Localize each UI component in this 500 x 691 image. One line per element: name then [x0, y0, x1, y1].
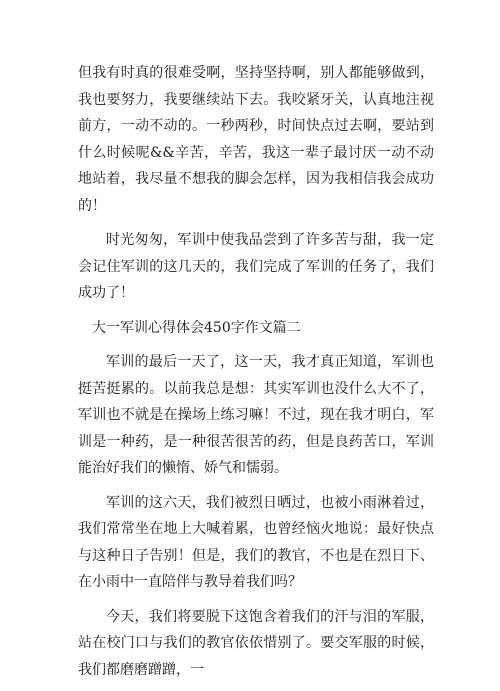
- paragraph-3: 军训的最后一天了，这一天，我才真正知道，军训也挺苦挺累的。以前我总是想：其实军训也没什么大不了，军训也不就是在操场上练习嘛！不过，现在我才明白，军训是一种药，是一种很苦很苦的药，但是良药苦口，军训能治好我们的懒惰、娇气和懦弱。: [78, 354, 434, 476]
- paragraph-2: 时光匆匆，军训中使我品尝到了许多苦与甜，我一定会记住军训的这几天的，我们完成了军训的任务了，我们成功了！: [78, 232, 434, 301]
- section-heading: 大一军训心得体会450字作文篇二: [92, 319, 301, 336]
- paragraph-1: 但我有时真的很难受啊，坚持坚持啊，别人都能够做到，我也要努力，我要继续站下去。我咬紧牙关，认真地注视前方，一动不动的。一秒两秒，时间快点过去啊，要站到什么时候呢&&辛苦，辛苦，我这一辈子最讨厌一动不动地站着，我尽量不想我的脚会怎样，因为我相信我会成功的！: [78, 65, 434, 214]
- paragraph-4: 军训的这六天，我们被烈日晒过，也被小雨淋着过，我们常常坐在地上大喊着累，也曾经恼火地说：最好快点与这种日子告别！但是，我们的教官，不也是在烈日下、在小雨中一直陪伴与教导着我们吗？: [78, 494, 434, 590]
- paragraph-5: 今天，我们将要脱下这饱含着我们的汗与泪的军服，站在校门口与我们的教官依依惜别了。要交军服的时候，我们都磨磨蹭蹭，一: [78, 608, 434, 678]
- document-body: [78, 60, 434, 691]
